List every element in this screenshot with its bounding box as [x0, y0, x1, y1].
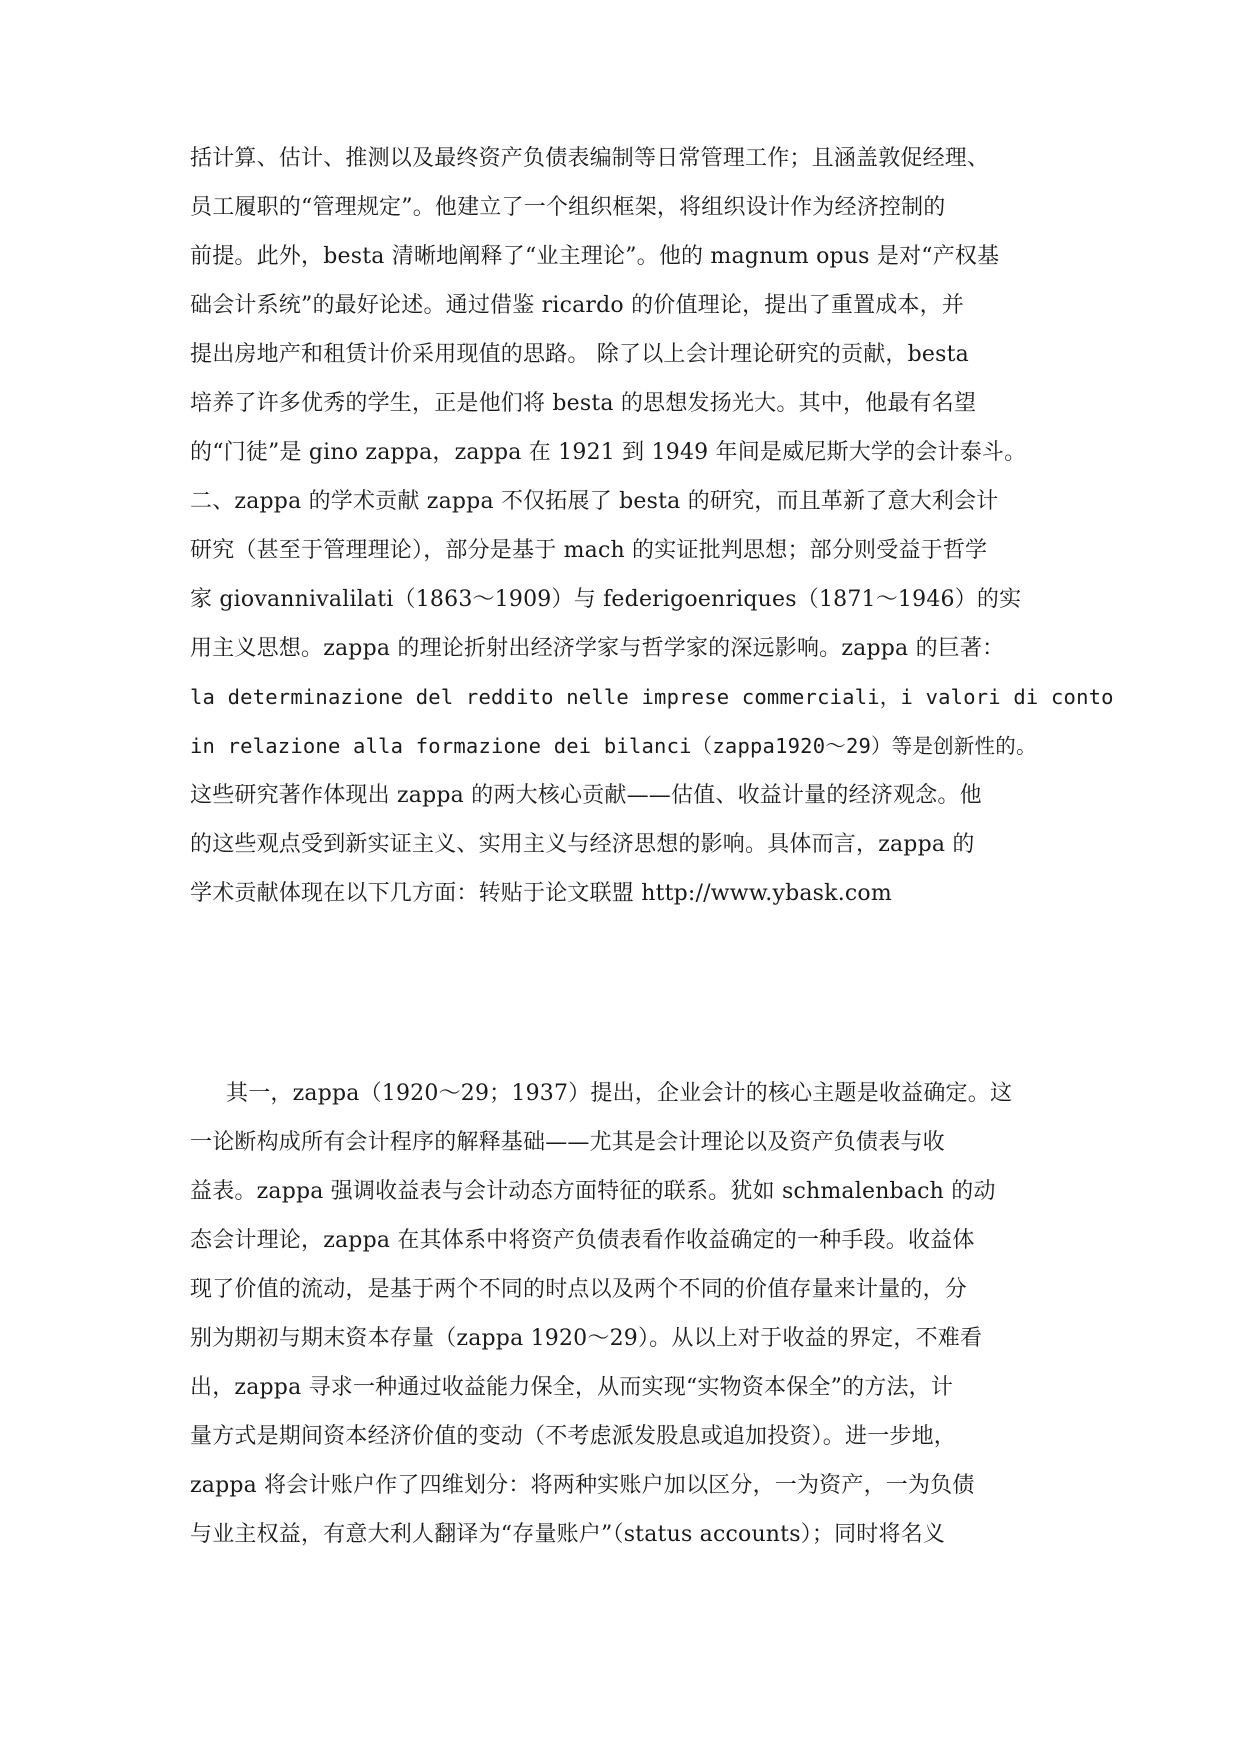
text-line: 与业主权益，有意大利人翻译为“存量账户”（status accounts）；同时将名义 — [190, 1522, 946, 1547]
text-line: 这些研究著作体现出 zappa 的两大核心贡献——估值、收益计量的经济观念。他 — [190, 783, 982, 808]
text-line: 的“门徒”是 gino zappa，zappa 在 1921 到 1949 年间是威尼斯大学的会计泰斗。 — [190, 440, 1027, 465]
text-line: 用主义思想。zappa 的理论折射出经济学家与哲学家的深远影响。zappa 的巨著： — [190, 636, 1005, 661]
text-line: 二、zappa 的学术贡献 zappa 不仅拓展了 besta 的研究，而且革新了意大利会计 — [190, 489, 999, 514]
text-line: 员工履职的“管理规定”。他建立了一个组织框架，将组织设计作为经济控制的 — [190, 195, 946, 220]
paragraph-2 — [190, 1069, 1090, 1559]
text-line: 量方式是期间资本经济价值的变动（不考虑派发股息或追加投资）。进一步地， — [190, 1424, 957, 1449]
text-line: 现了价值的流动，是基于两个不同的时点以及两个不同的价值存量来计量的，分 — [190, 1277, 968, 1302]
text-line: la determinazione del reddito nelle imprese commerciali，i valori di conto — [190, 685, 1114, 709]
text-line: 础会计系统”的最好论述。通过借鉴 ricardo 的价值理论，提出了重置成本，并 — [190, 293, 965, 318]
text-line: 的这些观点受到新实证主义、实用主义与经济思想的影响。具体而言，zappa 的 — [190, 832, 975, 857]
text-line: 其一，zappa（1920～29；1937）提出，企业会计的核心主题是收益确定。这 — [226, 1081, 1013, 1106]
text-line: zappa 将会计账户作了四维划分：将两种实账户加以区分，一为资产，一为负债 — [190, 1473, 975, 1498]
text-line: 别为期初与期末资本存量（zappa 1920～29）。从以上对于收益的界定，不难看 — [190, 1326, 983, 1351]
text-line: 培养了许多优秀的学生，正是他们将 besta 的思想发扬光大。其中，他最有名望 — [190, 391, 977, 416]
paragraph-1 — [190, 134, 1114, 918]
text-line: 态会计理论，zappa 在其体系中将资产负债表看作收益确定的一种手段。收益体 — [190, 1228, 975, 1253]
text-line: in relazione alla formazione dei bilanci（zappa1920～29）等是创新性的。 — [190, 734, 1037, 758]
text-line: 研究（甚至于管理理论），部分是基于 mach 的实证批判思想；部分则受益于哲学 — [190, 538, 988, 563]
text-line: 出，zappa 寻求一种通过收益能力保全，从而实现“实物资本保全”的方法，计 — [190, 1375, 954, 1400]
text-line: 学术贡献体现在以下几方面：转贴于论文联盟 http://www.ybask.com — [190, 881, 892, 906]
text-line: 益表。zappa 强调收益表与会计动态方面特征的联系。犹如 schmalenbach 的动 — [190, 1179, 996, 1204]
text-line: 括计算、估计、推测以及最终资产负债表编制等日常管理工作；且涵盖敦促经理、 — [190, 146, 990, 171]
text-line: 提出房地产和租赁计价采用现值的思路。 除了以上会计理论研究的贡献，besta — [190, 342, 969, 367]
text-line: 前提。此外，besta 清晰地阐释了“业主理论”。他的 magnum opus 是对“产权基 — [190, 244, 1000, 269]
text-line: 家 giovannivalilati（1863～1909）与 federigoenriques（1871～1946）的实 — [190, 587, 1022, 612]
text-line: 一论断构成所有会计程序的解释基础——尤其是会计理论以及资产负债表与收 — [190, 1130, 945, 1155]
